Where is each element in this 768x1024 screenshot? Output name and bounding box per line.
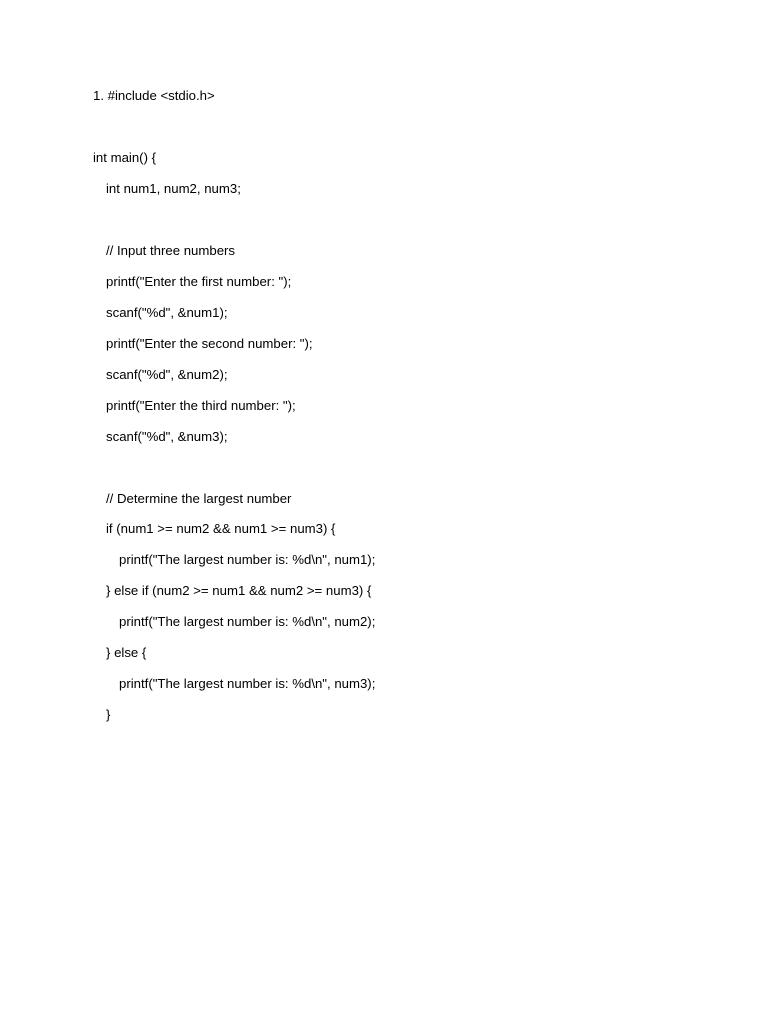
code-line: printf("The largest number is: %d\n", num1); bbox=[119, 552, 376, 567]
code-line: } else if (num2 >= num1 && num2 >= num3) { bbox=[106, 583, 372, 598]
code-line: scanf("%d", &num1); bbox=[106, 305, 228, 320]
code-comment: // Determine the largest number bbox=[106, 491, 292, 506]
code-line: scanf("%d", &num3); bbox=[106, 429, 228, 444]
code-line: printf("Enter the third number: "); bbox=[106, 398, 296, 413]
code-line: printf("Enter the first number: "); bbox=[106, 274, 292, 289]
code-line: printf("The largest number is: %d\n", num3); bbox=[119, 676, 376, 691]
code-line: } else { bbox=[106, 645, 147, 660]
code-line: int num1, num2, num3; bbox=[106, 181, 241, 196]
code-line: scanf("%d", &num2); bbox=[106, 367, 228, 382]
code-line: if (num1 >= num2 && num1 >= num3) { bbox=[106, 521, 336, 536]
code-line: } bbox=[106, 707, 111, 722]
code-comment: // Input three numbers bbox=[106, 243, 236, 258]
code-line: 1. #include <stdio.h> bbox=[93, 88, 215, 103]
code-line: printf("The largest number is: %d\n", num2); bbox=[119, 614, 376, 629]
code-line: int main() { bbox=[93, 150, 157, 165]
code-line: printf("Enter the second number: "); bbox=[106, 336, 313, 351]
